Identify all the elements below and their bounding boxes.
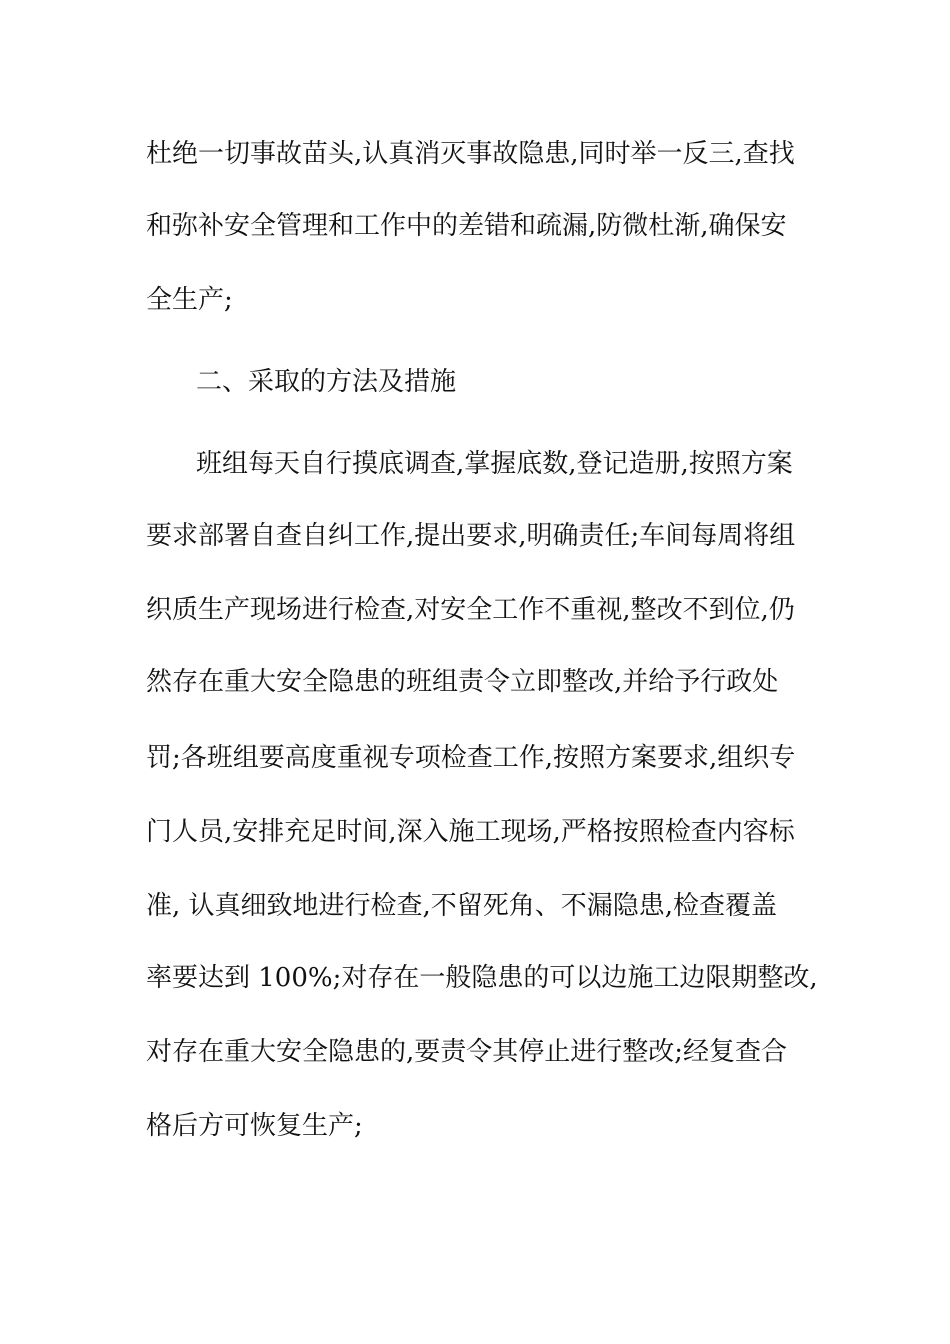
paragraph-2-line-8: 率要达到 100%;对存在一般隐患的可以边施工边限期整改, [146, 963, 818, 993]
paragraph-2-line-6: 门人员,安排充足时间,深入施工现场,严格按照检查内容标 [146, 817, 795, 847]
paragraph-2-line-3: 织质生产现场进行检查,对安全工作不重视,整改不到位,仍 [146, 595, 795, 625]
paragraph-2-line-7: 准, 认真细致地进行检查,不留死角、不漏隐患,检查覆盖 [146, 891, 778, 921]
paragraph-2-line-1: 班组每天自行摸底调查,掌握底数,登记造册,按照方案 [196, 449, 793, 479]
paragraph-1-line-1: 杜绝一切事故苗头,认真消灭事故隐患,同时举一反三,查找 [146, 139, 795, 169]
paragraph-2-line-4: 然存在重大安全隐患的班组责令立即整改,并给予行政处 [146, 667, 779, 697]
section-heading: 二、采取的方法及措施 [196, 367, 457, 397]
paragraph-2-line-2: 要求部署自查自纠工作,提出要求,明确责任;车间每周将组 [146, 521, 796, 551]
paragraph-1-line-3: 全生产; [146, 285, 233, 315]
paragraph-2-line-5: 罚;各班组要高度重视专项检查工作,按照方案要求,组织专 [146, 743, 796, 773]
paragraph-1-line-2: 和弥补安全管理和工作中的差错和疏漏,防微杜渐,确保安 [146, 211, 787, 241]
paragraph-2-line-9: 对存在重大安全隐患的,要责令其停止进行整改;经复查合 [146, 1037, 788, 1067]
paragraph-2-line-10: 格后方可恢复生产; [146, 1111, 363, 1141]
